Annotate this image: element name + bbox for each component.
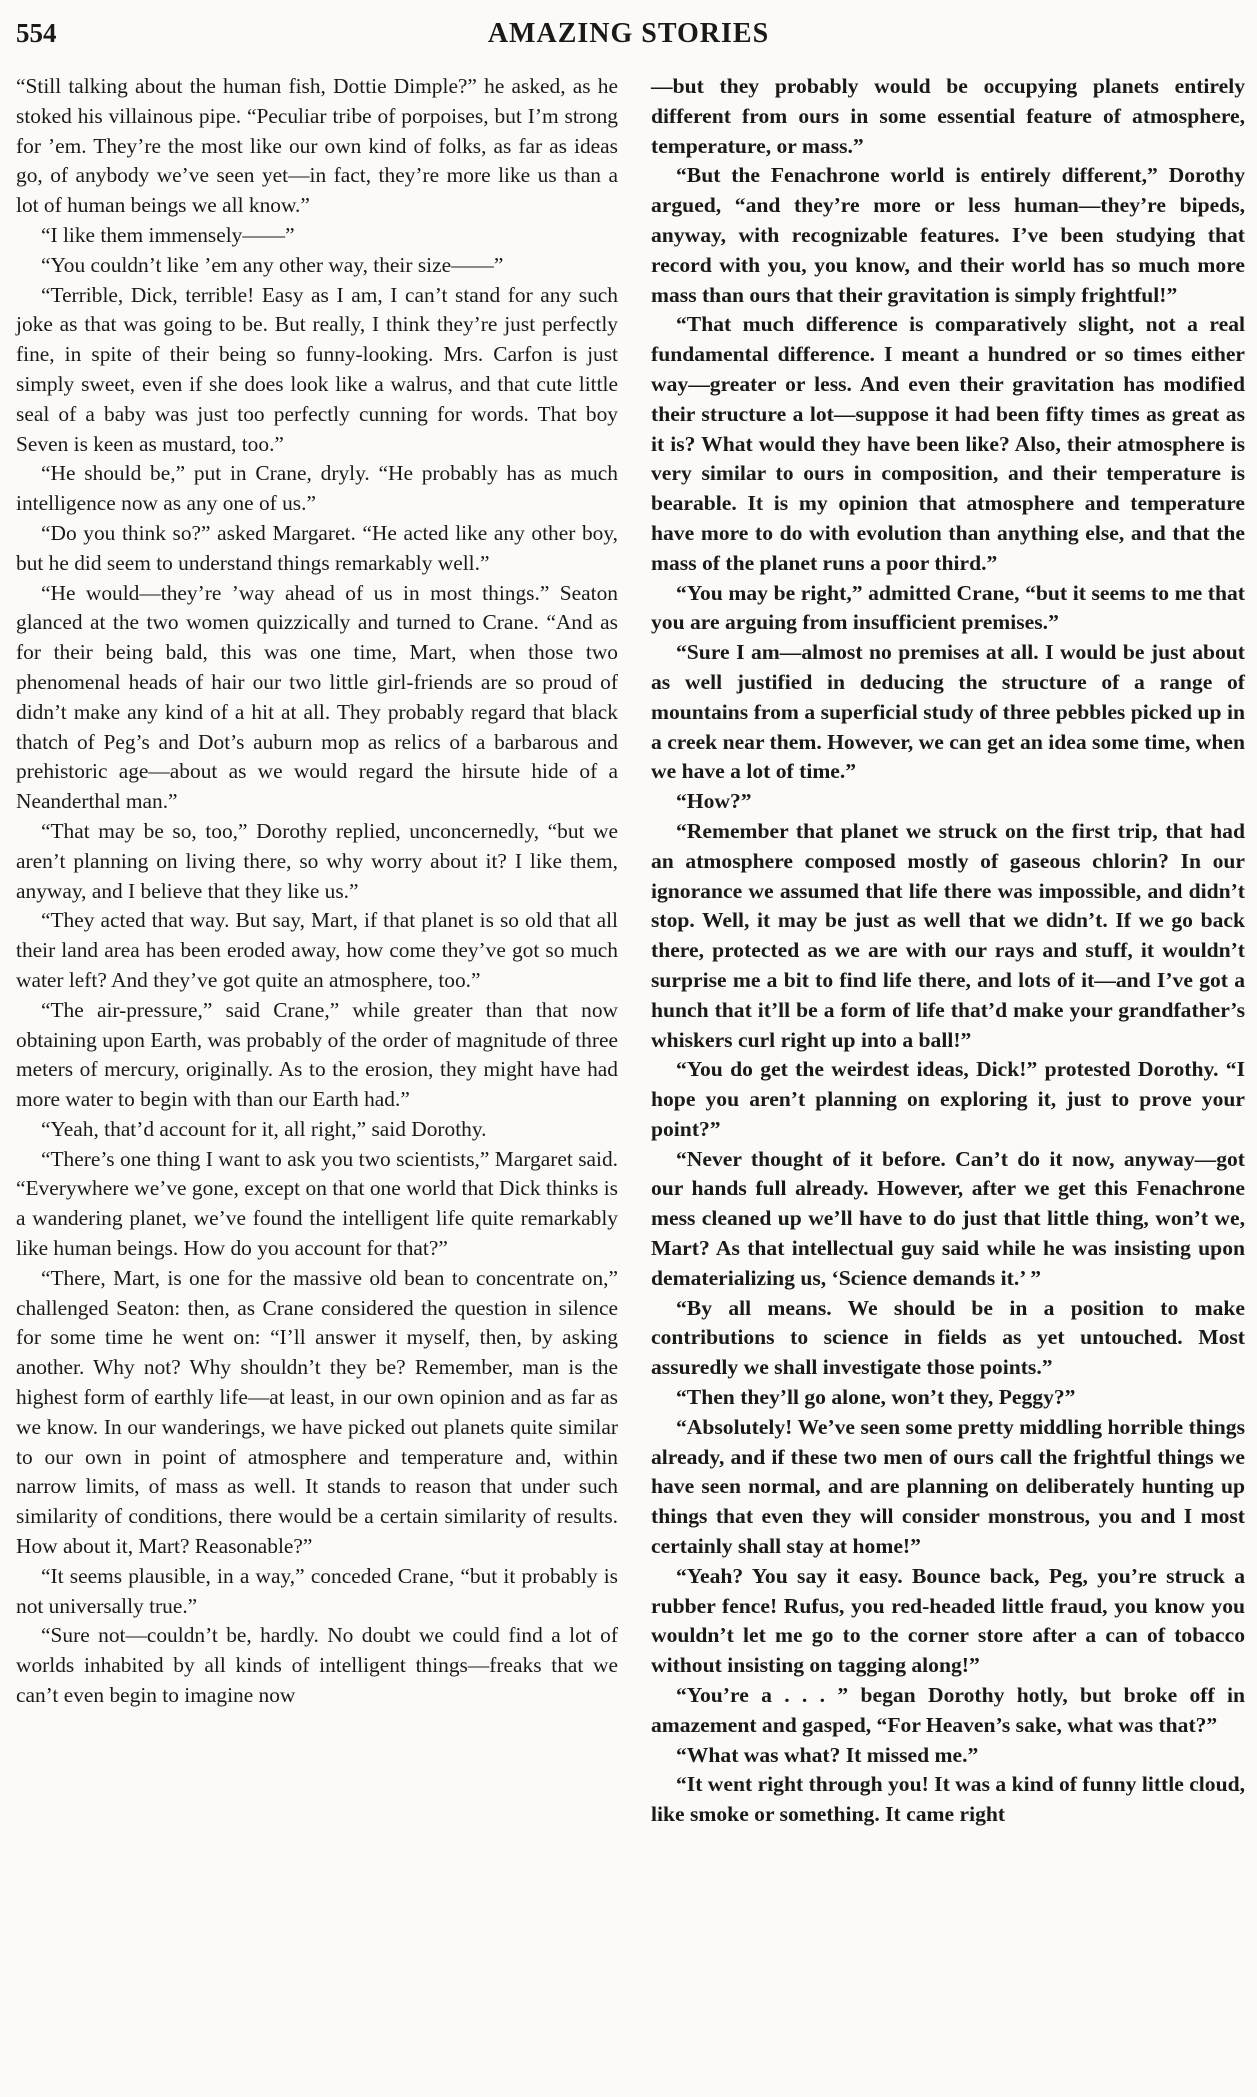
paragraph: “But the Fenachrone world is entirely different,” Dorothy argued, “and they’re more or less human—they’re bipeds, anyway, with recognizable features. I’ve been studying that record with you, you know, and their world has so much more mass than ours that their gravitation is simply frightful!” (651, 163, 1245, 307)
right-column (651, 72, 1245, 1830)
paragraph: “You may be right,” admitted Crane, “but it seems to me that you are arguing from insufficient premises.” (651, 580, 1245, 635)
paragraph: “That much difference is comparatively slight, not a real fundamental difference. I meant a hundred or so times either way—greater or less. And even their gravitation has modified their structure a lot—suppose it had been fifty times as great as it is? What would they have been like? Also, their atmosphere is very similar to ours in composition, and their temperature is bearable. It is my opinion that atmosphere and temperature have more to do with evolution than anything else, and that the mass of the planet runs a poor third.” (651, 312, 1245, 575)
paragraph: “There’s one thing I want to ask you two scientists,” Margaret said. “Everywhere we’ve gone, except on that one world that Dick thinks is a wandering planet, we’ve found the intelligent life quite remarkably like human beings. How do you account for that?” (16, 1146, 618, 1261)
paragraph: “You’re a . . . ” began Dorothy hotly, but broke off in amazement and gasped, “For Heaven’s sake, what was that?” (651, 1683, 1245, 1737)
paragraph: “Yeah, that’d account for it, all right,” said Dorothy. (41, 1116, 487, 1141)
paragraph: “I like them immensely——” (41, 222, 295, 247)
paragraph: “Absolutely! We’ve seen some pretty middling horrible things already, and if these two men of ours call the frightful things we have seen normal, and are planning on deliberately hunting up things that even they will consider monstrous, you and I most certainly shall stay at home!” (651, 1414, 1245, 1559)
paragraph: “Never thought of it before. Can’t do it now, anyway—got our hands full already. However, after we get this Fenachrone mess cleaned up we’ll have to do just that little thing, won’t we, Mart? As that intellectual guy said while he was insisting upon dematerializing us, ‘Science demands it.’ ” (651, 1146, 1245, 1290)
paragraph: “You do get the weirdest ideas, Dick!” protested Dorothy. “I hope you aren’t planning on exploring it, just to prove your point?” (651, 1057, 1245, 1141)
paragraph: “It went right through you! It was a kind of funny little cloud, like smoke or something. It came right (651, 1772, 1245, 1827)
page-number: 554 (16, 18, 57, 48)
paragraph: “You couldn’t like ’em any other way, their size——” (41, 252, 504, 277)
paragraph: “They acted that way. But say, Mart, if that planet is so old that all their land area has been eroded away, how come they’ve got so much water left? And they’ve got quite an atmosphere, too.” (16, 908, 618, 992)
paragraph: “He would—they’re ’way ahead of us in most things.” Seaton glanced at the two women quizzically and turned to Crane. “And as for their being bald, this was one time, Mart, when those two phenomenal heads of hair our two little girl-friends are so proud of didn’t make any kind of a hit at all. They probably regard that black thatch of Peg’s and Dot’s auburn mop as relics of a barbarous and prehistoric age—about as we would regard the hirsute hide of a Neanderthal man.” (16, 580, 618, 814)
paragraph: “He should be,” put in Crane, dryly. “He probably has as much intelligence now as any one of us.” (16, 461, 618, 516)
paragraph: “Sure I am—almost no premises at all. I would be just about as well justified in deducing the structure of a range of mountains from a superficial study of three pebbles picked up in a creek near them. However, we can get an idea some time, when we have a lot of time.” (651, 640, 1245, 784)
paragraph: “Then they’ll go alone, won’t they, Peggy?” (676, 1385, 1076, 1410)
paragraph: “How?” (676, 789, 752, 814)
paragraph: “What was what? It missed me.” (676, 1742, 979, 1767)
paragraph: “Yeah? You say it easy. Bounce back, Peg, you’re struck a rubber fence! Rufus, you red-headed little fraud, you know you wouldn’t let me go to the corner store after a can of tobacco without insisting on tagging along!” (651, 1563, 1245, 1678)
magazine-title: AMAZING STORIES (487, 18, 770, 49)
paragraph: “The air-pressure,” said Crane,” while greater than that now obtaining upon Earth, was probably of the order of magnitude of three meters of mercury, originally. As to the erosion, they might have had more water to begin with than our Earth had.” (16, 997, 618, 1112)
paragraph: “By all means. We should be in a position to make contributions to science in fields as yet untouched. Most assuredly we shall investigate those points.” (651, 1295, 1245, 1380)
paragraph: “That may be so, too,” Dorothy replied, unconcernedly, “but we aren’t planning on living there, so why worry about it? I like them, anyway, and I believe that they like us.” (16, 818, 618, 903)
paragraph: “Still talking about the human fish, Dottie Dimple?” he asked, as he stoked his villainous pipe. “Peculiar tribe of porpoises, but I’m strong for ’em. They’re the most like our own kind of folks, as far as ideas go, of anybody we’ve seen yet—in fact, they’re more like us than a lot of human beings we all know.” (16, 74, 618, 218)
paragraph: —but they probably would be occupying planets entirely different from ours in some essential feature of atmosphere, temperature, or mass.” (651, 74, 1245, 158)
left-column (16, 72, 618, 1711)
paragraph: “Do you think so?” asked Margaret. “He acted like any other boy, but he did seem to understand things remarkably well.” (16, 520, 618, 575)
paragraph: “There, Mart, is one for the massive old bean to concentrate on,” challenged Seaton: then, as Crane considered the question in silence for some time he went on: “I’ll answer it myself, then, by asking another. Why not? Why shouldn’t they be? Remember, man is the highest form of earthly life—at least, in our own opinion and as far as we know. In our wanderings, we have picked out planets quite similar to our own in point of atmosphere and temperature and, within narrow limits, of mass as well. It stands to reason that under such similarity of conditions, there would be a certain similarity of results. How about it, Mart? Reasonable?” (16, 1265, 618, 1559)
paragraph: “Terrible, Dick, terrible! Easy as I am, I can’t stand for any such joke as that was going to be. But really, I think they’re just perfectly fine, in spite of their being so funny-looking. Mrs. Carfon is just simply sweet, even if she does look like a walrus, and that cute little seal of a baby was just too perfectly cunning for words. That boy Seven is keen as mustard, too.” (16, 282, 618, 456)
page-header (16, 12, 1241, 58)
paragraph: “Sure not—couldn’t be, hardly. No doubt we could find a lot of worlds inhabited by all kinds of intelligent things—freaks that we can’t even begin to imagine now (16, 1623, 618, 1708)
paragraph: “Remember that planet we struck on the first trip, that had an atmosphere composed mostly of gaseous chlorin? In our ignorance we assumed that life there was impossible, and didn’t stop. Well, it may be just as well that we didn’t. If we go back there, protected as we are with our rays and stuff, it wouldn’t surprise me a bit to find life there, and lots of it—and I’ve got a hunch that it’ll be a form of life that’d make your grandfather’s whiskers curl right up into a ball!” (651, 818, 1245, 1052)
paragraph: “It seems plausible, in a way,” conceded Crane, “but it probably is not universally true.” (16, 1563, 618, 1618)
